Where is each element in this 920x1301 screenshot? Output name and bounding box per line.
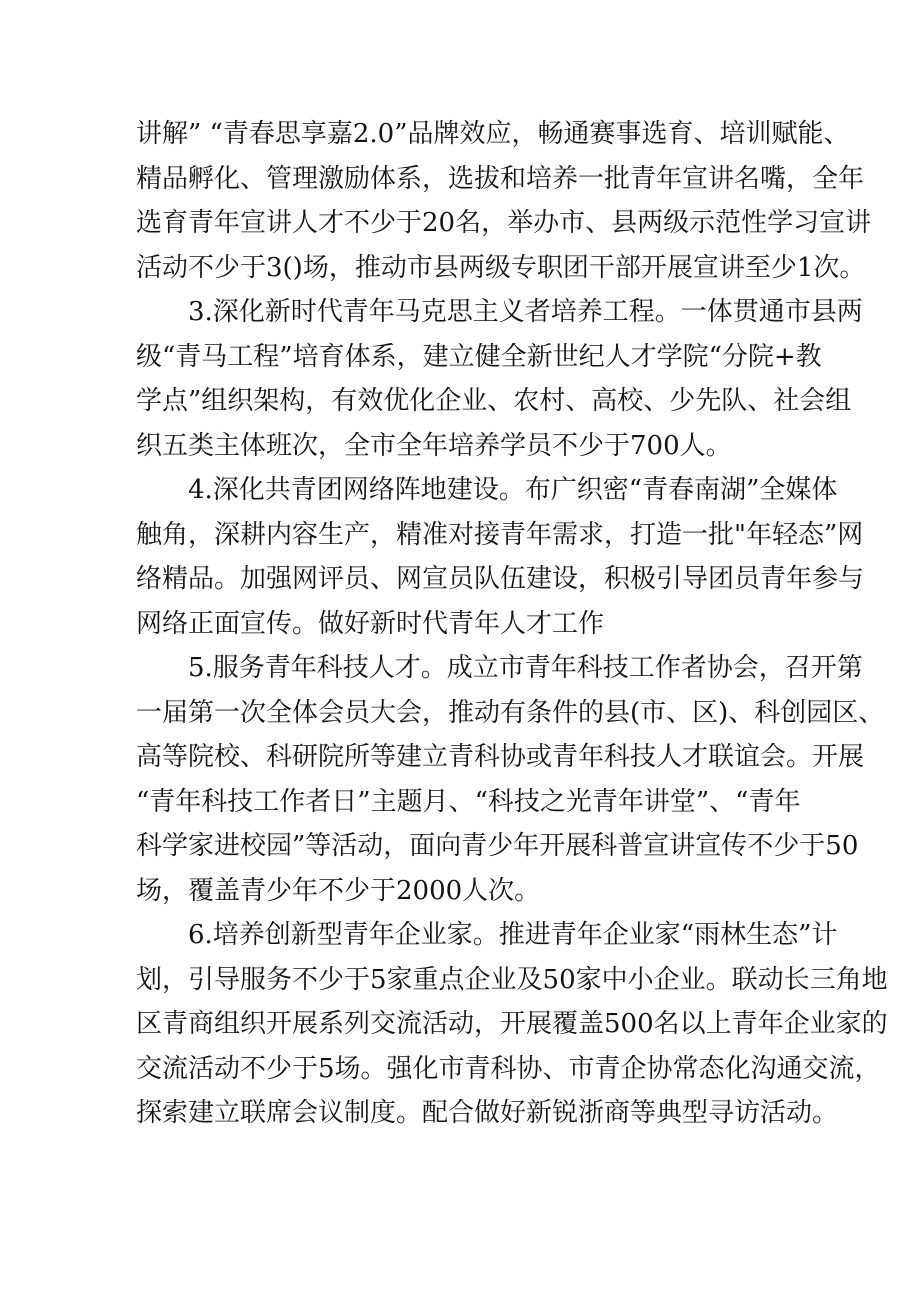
text-line: 区青商组织开展系列交流活动，开展覆盖500名以上青年企业家的	[136, 1009, 888, 1039]
text-line: 3.深化新时代青年马克思主义者培养工程。一体贯通市县两	[188, 297, 863, 327]
text-line: 划，引导服务不少于5家重点企业及50家中小企业。联动长三角地	[136, 964, 888, 995]
text-line: 织五类主体班次，全市全年培养学员不少于700人。	[136, 430, 732, 461]
paragraph-4	[136, 468, 865, 646]
text-line: 级“青马工程”培育体系，建立健全新世纪人才学院“分院+教	[136, 341, 822, 372]
text-line: 选育青年宣讲人才不少于20名，举办市、县两级示范性学习宣讲	[136, 208, 872, 238]
document-body	[136, 112, 888, 1136]
text-line: 4.深化共青团网络阵地建设。布广织密“青春南湖”全媒体	[188, 475, 838, 505]
text-line: 交流活动不少于5场。强化市青科协、市青企协常态化沟通交流，	[136, 1053, 881, 1084]
text-line: 科学家进校园”等活动，面向青少年开展科普宣讲宣传不少于50	[136, 831, 859, 861]
text-line: 5.服务青年科技人才。成立市青年科技工作者协会，召开第	[188, 653, 863, 683]
text-line: 讲解” “青春思享嘉2.0”品牌效应，畅通赛事选育、培训赋能、	[136, 119, 850, 149]
text-line: 学点”组织架构，有效优化企业、农村、高校、少先队、社会组	[136, 386, 852, 416]
text-line: 网络正面宣传。做好新时代青年人才工作	[136, 608, 605, 639]
paragraph-5	[136, 646, 885, 913]
paragraph-6	[136, 913, 888, 1136]
text-line: 络精品。加强网评员、网宣员队伍建设，积极引导团员青年参与	[136, 564, 865, 594]
text-line: 一届第一次全体会员大会，推动有条件的县(市、区)、科创园区、	[136, 697, 885, 728]
text-line: 活动不少于3()场，推动市县两级专职团干部开展宣讲至少1次。	[136, 252, 866, 283]
text-line: 探索建立联席会议制度。配合做好新锐浙商等典型寻访活动。	[136, 1098, 839, 1128]
text-line: 场，覆盖青少年不少于2000人次。	[136, 875, 541, 906]
paragraph-continued	[136, 112, 872, 290]
text-line: 精品孵化、管理激励体系，选拔和培养一批青年宣讲名嘴，全年	[136, 163, 865, 194]
paragraph-3	[136, 290, 863, 468]
text-line: 高等院校、科研院所等建立青科协或青年科技人才联谊会。开展	[136, 742, 865, 772]
text-line: 6.培养创新型青年企业家。推进青年企业家“雨林生态”计	[188, 920, 838, 950]
text-line: 触角，深耕内容生产，精准对接青年需求，打造一批"年轻态”网	[136, 519, 864, 550]
text-line: “青年科技工作者日”主题月、“科技之光青年讲堂”、“青年	[136, 786, 801, 817]
